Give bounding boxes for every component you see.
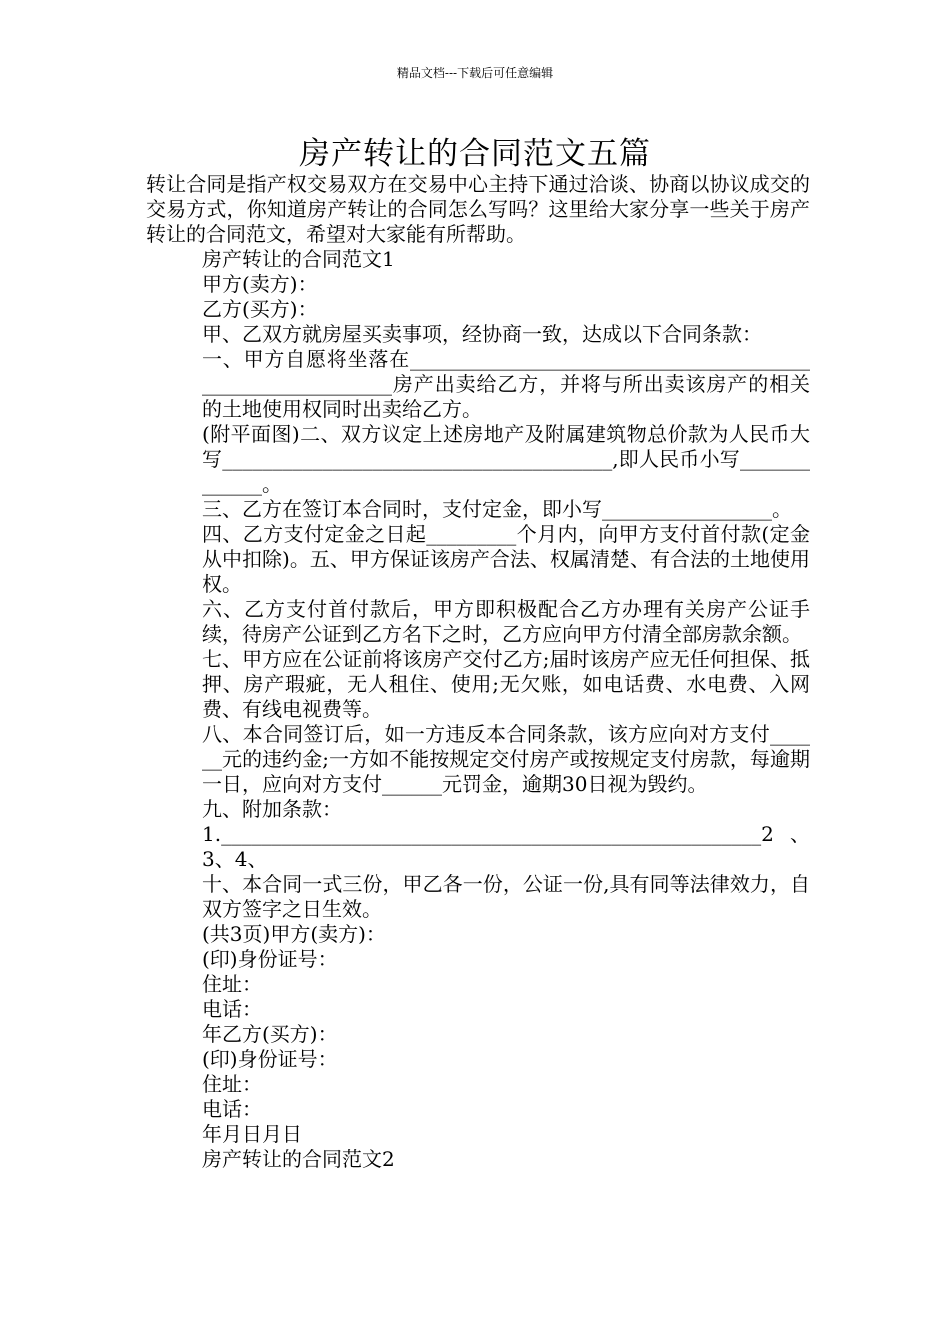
- clause-8: 八、本合同签订后，如一方违反本合同条款，该方应向对方支付______元的违约金;一方如不能按规定交付房产或按规定支付房款，每逾期一日，应向对方支付______元罚金，逾期30日视为毁约。: [202, 722, 810, 796]
- signature-id-b: (印)身份证号：: [202, 1047, 338, 1071]
- section-heading: 房产转让的合同范文1: [202, 247, 395, 271]
- intro-paragraph: 转让合同是指产权交易双方在交易中心主持下通过洽谈、协商以协议成交的交易方式，你知道房产转让的合同怎么写吗？这里给大家分享一些关于房产转让的合同范文，希望对大家能有所帮助。: [146, 172, 810, 246]
- section-heading-2: 房产转让的合同范文2: [202, 1147, 395, 1171]
- signature-id-a: (印)身份证号：: [202, 947, 338, 971]
- party-a-line: 甲方(卖方)：: [202, 272, 318, 296]
- signature-phone-a: 电话：: [202, 997, 262, 1021]
- clause-6: 六、乙方支付首付款后，甲方即积极配合乙方办理有关房产公证手续，待房产公证到乙方名下之时，乙方应向甲方付清全部房款余额。: [202, 597, 810, 646]
- clause-7: 七、甲方应在公证前将该房产交付乙方;届时该房产应无任何担保、抵押、房产瑕疵，无人租住、使用;无欠账，如电话费、水电费、入网费、有线电视费等。: [202, 647, 810, 721]
- party-b-line: 乙方(买方)：: [202, 297, 318, 321]
- clause-3: 三、乙方在签订本合同时，支付定金，即小写_________________。: [202, 497, 792, 521]
- clause-2: (附平面图)二、双方议定上述房地产及附属建筑物总价款为人民币大写_______________________________________,即人民币小写_____________。: [202, 422, 810, 496]
- signature-party-b: 年乙方(买方)：: [202, 1022, 338, 1046]
- page-header: 精品文档---下载后可任意编辑: [396, 66, 554, 80]
- document-title: 房产转让的合同范文五篇: [299, 136, 651, 172]
- signature-party-a: (共3页)甲方(卖方)：: [202, 922, 386, 946]
- clause-10: 十、本合同一式三份，甲乙各一份，公证一份,具有同等法律效力，自双方签字之日生效。: [202, 872, 810, 921]
- signature-address-a: 住址：: [202, 972, 262, 996]
- clause-4-5: 四、乙方支付定金之日起_________个月内，向甲方支付首付款(定金从中扣除)。五、甲方保证该房产合法、权属清楚、有合法的土地使用权。: [202, 522, 810, 596]
- document-body: [146, 172, 810, 1172]
- clause-9-heading: 九、附加条款：: [202, 797, 342, 821]
- contract-preamble: 甲、乙双方就房屋买卖事项，经协商一致，达成以下合同条款：: [202, 322, 762, 346]
- signature-phone-b: 电话：: [202, 1097, 262, 1121]
- signature-address-b: 住址：: [202, 1072, 262, 1096]
- signature-date: 年月日月日: [202, 1122, 302, 1146]
- clause-9-items: 1.______________________________________________________2、3、4、: [202, 822, 810, 871]
- clause-1: 一、甲方自愿将坐落在___________________________________________________________房产出卖给乙方，并将与所出卖该房产的相关的土地使用权同时出卖给乙方。: [202, 347, 810, 421]
